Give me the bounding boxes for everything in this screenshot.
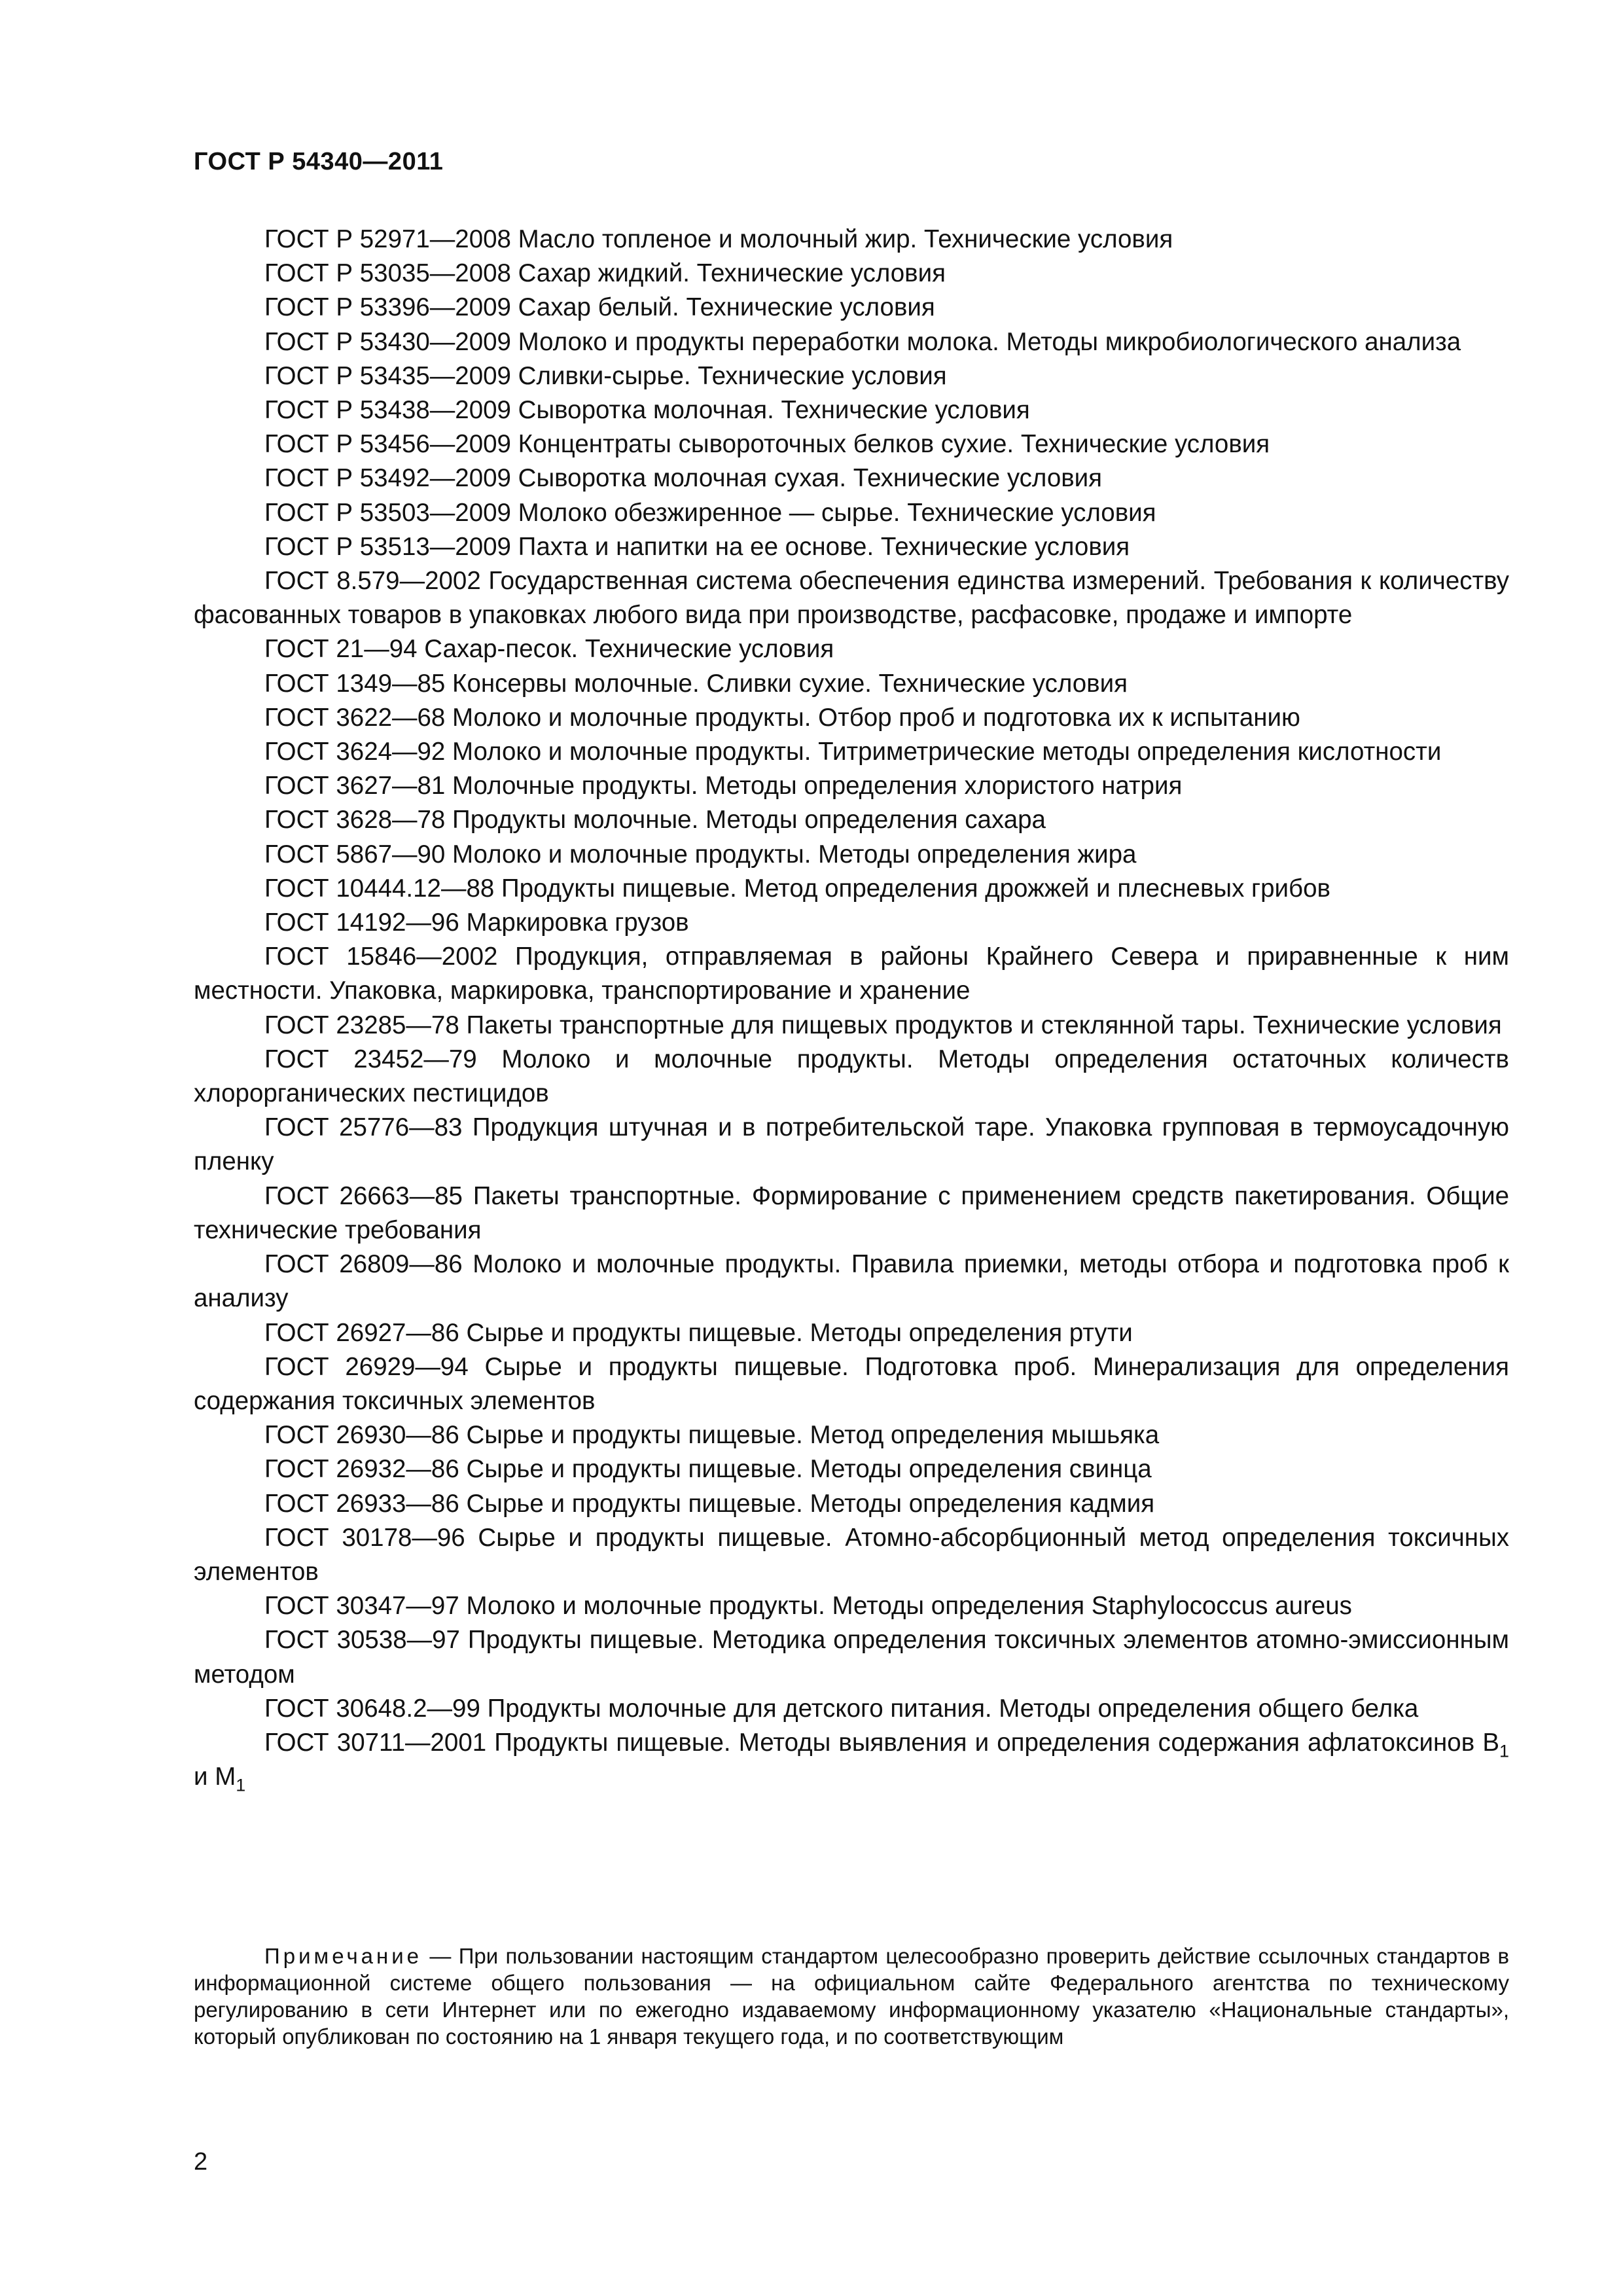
reference-item <box>194 1726 1509 1794</box>
reference-item <box>194 632 1509 666</box>
reference-item <box>194 1692 1509 1726</box>
conjunction: и <box>194 1763 208 1791</box>
reference-item <box>194 1043 1509 1111</box>
reference-item <box>194 906 1509 940</box>
reference-code: ГОСТ 30178—96 <box>264 1523 465 1552</box>
reference-title: Сыворотка молочная. Технические условия <box>518 396 1030 425</box>
reference-item <box>194 1316 1509 1350</box>
reference-title: Пахта и напитки на ее основе. Технические условия <box>518 532 1130 561</box>
reference-title: Сливки-сырье. Технические условия <box>518 361 947 390</box>
reference-title: Пакеты транспортные. Формирование с применением средств пакетирования. Общие технические требования <box>194 1181 1509 1244</box>
reference-code: ГОСТ Р 53430—2009 <box>264 327 511 356</box>
reference-code: ГОСТ Р 53396—2009 <box>264 293 511 322</box>
reference-item <box>194 223 1509 257</box>
reference-title: Сырье и продукты пищевые. Подготовка проб. Минерализация для определения содержания токсичных элементов <box>194 1352 1509 1415</box>
reference-code: ГОСТ 30711—2001 <box>264 1728 487 1757</box>
reference-code: ГОСТ Р 53438—2009 <box>264 396 511 425</box>
reference-code: ГОСТ 26927—86 <box>264 1318 459 1347</box>
normative-references-list <box>194 223 1509 1794</box>
reference-item <box>194 1452 1509 1486</box>
reference-code: ГОСТ 23285—78 <box>264 1011 459 1039</box>
reference-code: ГОСТ 8.579—2002 <box>264 567 481 596</box>
reference-title: Сыворотка молочная сухая. Технические условия <box>518 464 1103 493</box>
reference-title: Молоко и молочные продукты. Методы определения остаточных количеств хлорорганических пестицидов <box>194 1045 1509 1108</box>
reference-code: ГОСТ 23452—79 <box>264 1045 477 1073</box>
reference-code: ГОСТ 26929—94 <box>264 1352 469 1381</box>
reference-code: ГОСТ Р 53456—2009 <box>264 430 511 459</box>
reference-title: Продукты пищевые. Методы выявления и определения содержания афлатоксинов <box>494 1728 1475 1757</box>
reference-item <box>194 1521 1509 1589</box>
reference-title: Масло топленое и молочный жир. Технические условия <box>518 225 1173 253</box>
reference-title: Концентраты сывороточных белков сухие. Технические условия <box>518 430 1270 459</box>
reference-item <box>194 359 1509 393</box>
reference-title: Государственная система обеспечения единства измерений. Требования к количеству фасованных товаров в упаковках любого вида при производстве, расфасовке, продаже и импорте <box>194 567 1509 630</box>
reference-title: Молоко и молочные продукты. Методы определения жира <box>452 840 1137 869</box>
reference-code: ГОСТ 3628—78 <box>264 806 446 834</box>
note-label: Примечание <box>264 1944 423 1968</box>
reference-item <box>194 496 1509 530</box>
reference-code: ГОСТ Р 52971—2008 <box>264 225 511 253</box>
reference-title: Консервы молочные. Сливки сухие. Технические условия <box>452 669 1128 698</box>
reference-code: ГОСТ 3622—68 <box>264 703 446 732</box>
reference-item <box>194 461 1509 495</box>
note-paragraph <box>194 1943 1509 2050</box>
reference-title: Сахар белый. Технические условия <box>518 293 935 322</box>
document-header: ГОСТ Р 54340—2011 <box>194 148 444 175</box>
reference-title: Молочные продукты. Методы определения хлористого натрия <box>452 772 1183 800</box>
reference-item <box>194 564 1509 632</box>
reference-title: Молоко и молочные продукты. Правила приемки, методы отбора и подготовка проб к анализу <box>194 1250 1509 1313</box>
reference-code: ГОСТ 26933—86 <box>264 1489 459 1518</box>
reference-title: Маркировка грузов <box>466 908 689 937</box>
reference-item <box>194 393 1509 427</box>
reference-code: ГОСТ 30648.2—99 <box>264 1694 480 1723</box>
reference-code: ГОСТ 26663—85 <box>264 1181 463 1210</box>
reference-code: ГОСТ 30347—97 <box>264 1592 459 1621</box>
reference-title: Продукты пищевые. Методика определения токсичных элементов атомно-эмиссионным методом <box>194 1626 1509 1689</box>
reference-item <box>194 1247 1509 1316</box>
reference-title: Сырье и продукты пищевые. Методы определения ртути <box>466 1318 1133 1347</box>
reference-code: ГОСТ 26932—86 <box>264 1455 459 1484</box>
reference-item <box>194 872 1509 906</box>
reference-title: Продукция штучная и в потребительской таре. Упаковка групповая в термоусадочную пленку <box>194 1113 1510 1176</box>
reference-item <box>194 1111 1509 1179</box>
reference-title: Пакеты транспортные для пищевых продуктов и стеклянной тары. Технические условия <box>466 1011 1502 1039</box>
reference-item <box>194 667 1509 701</box>
reference-code: ГОСТ 26930—86 <box>264 1421 459 1450</box>
reference-title: Сырье и продукты пищевые. Атомно-абсорбционный метод определения токсичных элементов <box>194 1523 1509 1586</box>
reference-item <box>194 803 1509 837</box>
reference-title: Сахар жидкий. Технические условия <box>518 259 946 288</box>
reference-title: Молоко и продукты переработки молока. Методы микробиологического анализа <box>518 327 1461 356</box>
reference-code: ГОСТ 3624—92 <box>264 738 446 766</box>
reference-item <box>194 701 1509 735</box>
reference-title: Продукция, отправляемая в районы Крайнего Севера и приравненные к ним местности. Упаковка, маркировка, транспортирование и хранение <box>194 942 1509 1005</box>
reference-code: ГОСТ 5867—90 <box>264 840 446 869</box>
reference-title: Молоко и молочные продукты. Титриметрические методы определения кислотности <box>452 738 1442 766</box>
reference-item <box>194 838 1509 872</box>
reference-code: ГОСТ 15846—2002 <box>264 942 498 971</box>
reference-code: ГОСТ Р 53435—2009 <box>264 361 511 390</box>
reference-item <box>194 530 1509 564</box>
reference-title: Продукты пищевые. Метод определения дрожжей и плесневых грибов <box>501 874 1330 903</box>
reference-title: Молоко обезжиренное — сырье. Технические условия <box>518 498 1156 527</box>
reference-title: Сырье и продукты пищевые. Метод определения мышьяка <box>466 1421 1160 1450</box>
reference-code: ГОСТ Р 53513—2009 <box>264 532 511 561</box>
subscript-1-m: 1 <box>236 1775 246 1795</box>
reference-title: Продукты молочные для детского питания. Методы определения общего белка <box>487 1694 1419 1723</box>
reference-item <box>194 1418 1509 1452</box>
reference-code: ГОСТ Р 53492—2009 <box>264 464 511 493</box>
reference-item <box>194 769 1509 803</box>
reference-item <box>194 1179 1509 1247</box>
reference-title: Сырье и продукты пищевые. Методы определения кадмия <box>466 1489 1155 1518</box>
aflatoxin-m: M <box>215 1763 236 1791</box>
page-number: 2 <box>194 2148 208 2176</box>
aflatoxin-b: B <box>1482 1728 1499 1757</box>
reference-code: ГОСТ 1349—85 <box>264 669 446 698</box>
reference-code: ГОСТ 10444.12—88 <box>264 874 495 903</box>
reference-item <box>194 735 1509 769</box>
reference-code: ГОСТ 26809—86 <box>264 1250 463 1279</box>
reference-title: Продукты молочные. Методы определения сахара <box>452 806 1046 834</box>
reference-code: ГОСТ Р 53035—2008 <box>264 259 511 288</box>
reference-item <box>194 1487 1509 1521</box>
reference-item <box>194 325 1509 359</box>
reference-item <box>194 940 1509 1008</box>
reference-title: Сахар-песок. Технические условия <box>424 635 834 664</box>
reference-code: ГОСТ 30538—97 <box>264 1626 460 1655</box>
reference-code: ГОСТ 3627—81 <box>264 772 446 800</box>
reference-item <box>194 1589 1509 1623</box>
reference-code: ГОСТ Р 53503—2009 <box>264 498 511 527</box>
reference-item <box>194 1623 1509 1691</box>
reference-item <box>194 427 1509 461</box>
reference-item <box>194 1009 1509 1043</box>
reference-item <box>194 291 1509 325</box>
reference-title: Молоко и молочные продукты. Методы определения Staphylococcus aureus <box>466 1592 1352 1621</box>
reference-item <box>194 1350 1509 1418</box>
reference-title: Сырье и продукты пищевые. Методы определения свинца <box>466 1455 1152 1484</box>
reference-code: ГОСТ 25776—83 <box>264 1113 463 1142</box>
reference-code: ГОСТ 14192—96 <box>264 908 459 937</box>
reference-code: ГОСТ 21—94 <box>264 635 418 664</box>
reference-item <box>194 257 1509 291</box>
note-text: — При пользовании настоящим стандартом целесообразно проверить действие ссылочных стандартов в информационной системе общего пользования — на официальном сайте Федерального агентства по техническому регулированию в сети Интернет или по ежегодно издаваемому информационному указателю «Национальные стандарты», который опубликован по состоянию на 1 января текущего года, и по соответствующим <box>194 1944 1509 2049</box>
subscript-1: 1 <box>1499 1741 1509 1761</box>
reference-title: Молоко и молочные продукты. Отбор проб и подготовка их к испытанию <box>452 703 1300 732</box>
